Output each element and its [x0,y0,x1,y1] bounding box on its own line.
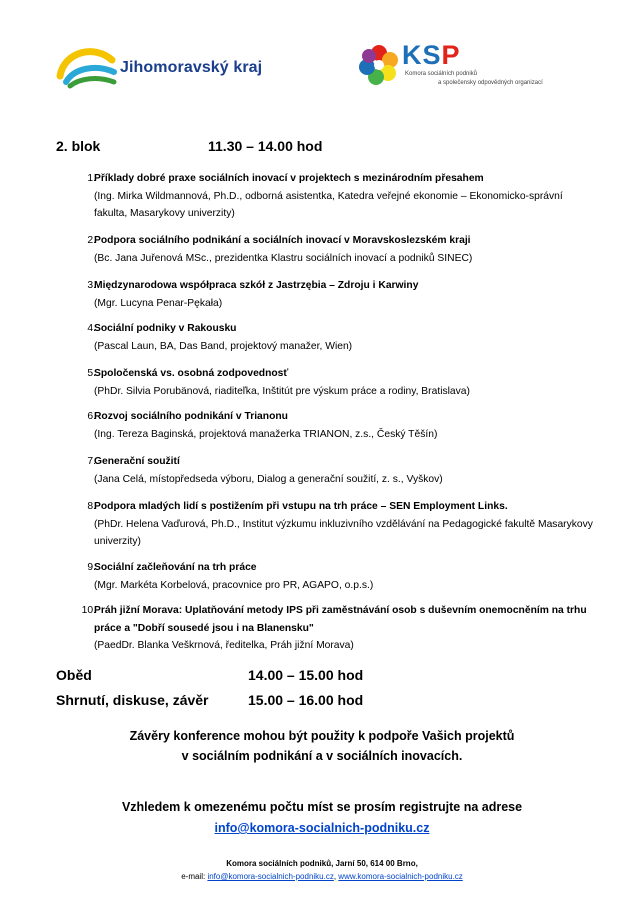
item-title: Rozvoj sociálního podnikání v Trianonu [94,411,288,422]
conclusion-line-1: Závěry konference mohou být použity k podpoře Vašich projektů [129,729,515,743]
ksp-letter-p: P [441,40,461,70]
item-title: Spoločenská vs. osobná zodpovednosť [94,368,289,379]
registration-email-row [0,818,644,838]
footer-email-label: e-mail: [181,872,208,881]
registration-text: Vzhledem k omezenému počtu míst se prosím registrujte na adrese [121,800,523,814]
item-detail: (Pascal Laun, BA, Das Band, projektový manažer, Wien) [94,340,353,352]
schedule-time: 15.00 – 16.00 hod [248,692,364,708]
item-title: Sociální podniky v Rakousku [94,323,237,334]
jmk-name: Jihomoravský kraj [120,59,263,76]
item-detail: (Ing. Tereza Baginská, projektová manažerka TRIANON, z.s., Český Těšín) [94,428,438,440]
footer-email-link[interactable]: info@komora-socialnich-podniku.cz [207,872,334,881]
jihomoravsky-kraj-logo [56,42,286,92]
item-title: Generační soužití [94,456,180,467]
ksp-logo [358,42,558,94]
item-detail: (PhDr. Silvia Porubänová, riaditeľka, Inštitút pre výskum práce a rodiny, Bratislava) [94,385,470,397]
schedule-label: Oběd [56,667,92,683]
footer-web-link[interactable]: www.komora-socialnich-podniku.cz [338,872,463,881]
item-title: Sociální začleňování na trh práce [94,562,257,573]
item-detail: (PaedDr. Blanka Veškrnová, ředitelka, Práh jižní Morava) [94,640,354,651]
ksp-flower-icon [358,44,400,86]
item-title: Příklady dobré praxe sociálních inovací v projektech s mezinárodním přesahem [94,173,484,184]
item-title: Międzynarodowa współpraca szkół z Jastrzębia – Zdroju i Karwiny [94,280,419,291]
conclusion-line-2: v sociálním podnikání a v sociálních inovacích. [181,749,463,763]
ksp-wordmark [402,40,461,71]
schedule-label: Shrnutí, diskuse, závěr [56,692,209,708]
schedule-time: 14.00 – 15.00 hod [248,667,364,683]
footer-separator: , [333,872,339,881]
item-title: Práh jižní Morava: Uplatňování metody IPS při zaměstnávání osob s duševním onemocněním na trhu práce a "Dobří sousedé jsou i na Blanensku" [94,605,587,634]
ksp-subtitle-2: a společensky odpovědných organizací [438,80,543,86]
block-header [56,138,323,154]
footer-address: Komora sociálních podniků, Jarní 50, 614 00 Brno, [226,859,418,868]
jmk-emblem-icon [56,42,118,90]
footer-contacts [0,870,644,883]
block-label: 2. blok [56,138,101,154]
item-title: Podpora mladých lidí s postižením při vstupu na trh práce – SEN Employment Links. [94,501,508,512]
registration-email-link[interactable]: info@komora-socialnich-podniku.cz [214,821,430,835]
item-detail: (Bc. Jana Juřenová MSc., prezidentka Klastru sociálních inovací a podniků SINEC) [94,252,473,264]
item-detail: (Jana Celá, místopředseda výboru, Dialog a generační soužití, z. s., Vyškov) [94,473,443,485]
item-detail: (Mgr. Markéta Korbelová, pracovnice pro PR, AGAPO, o.p.s.) [94,579,374,591]
block-time: 11.30 – 14.00 hod [208,138,323,154]
item-detail: (Mgr. Lucyna Penar-Pękała) [94,297,223,309]
schedule-summary [56,692,364,708]
ksp-letters: KS [402,40,442,70]
item-title: Podpora sociálního podnikání a sociálních inovací v Moravskoslezském kraji [94,235,471,246]
ksp-subtitle-1: Komora sociálních podniků [405,71,478,77]
item-detail: (PhDr. Helena Vaďurová, Ph.D., Institut výzkumu inkluzivního vzdělávání na Pedagogické fakultě Masarykovy univerzity) [94,518,593,547]
schedule-lunch [56,667,364,683]
item-detail: (Ing. Mirka Wildmannová, Ph.D., odborná asistentka, Katedra veřejné ekonomie – Ekonomicko-správní fakulta, Masarykovy univerzity) [94,190,563,219]
